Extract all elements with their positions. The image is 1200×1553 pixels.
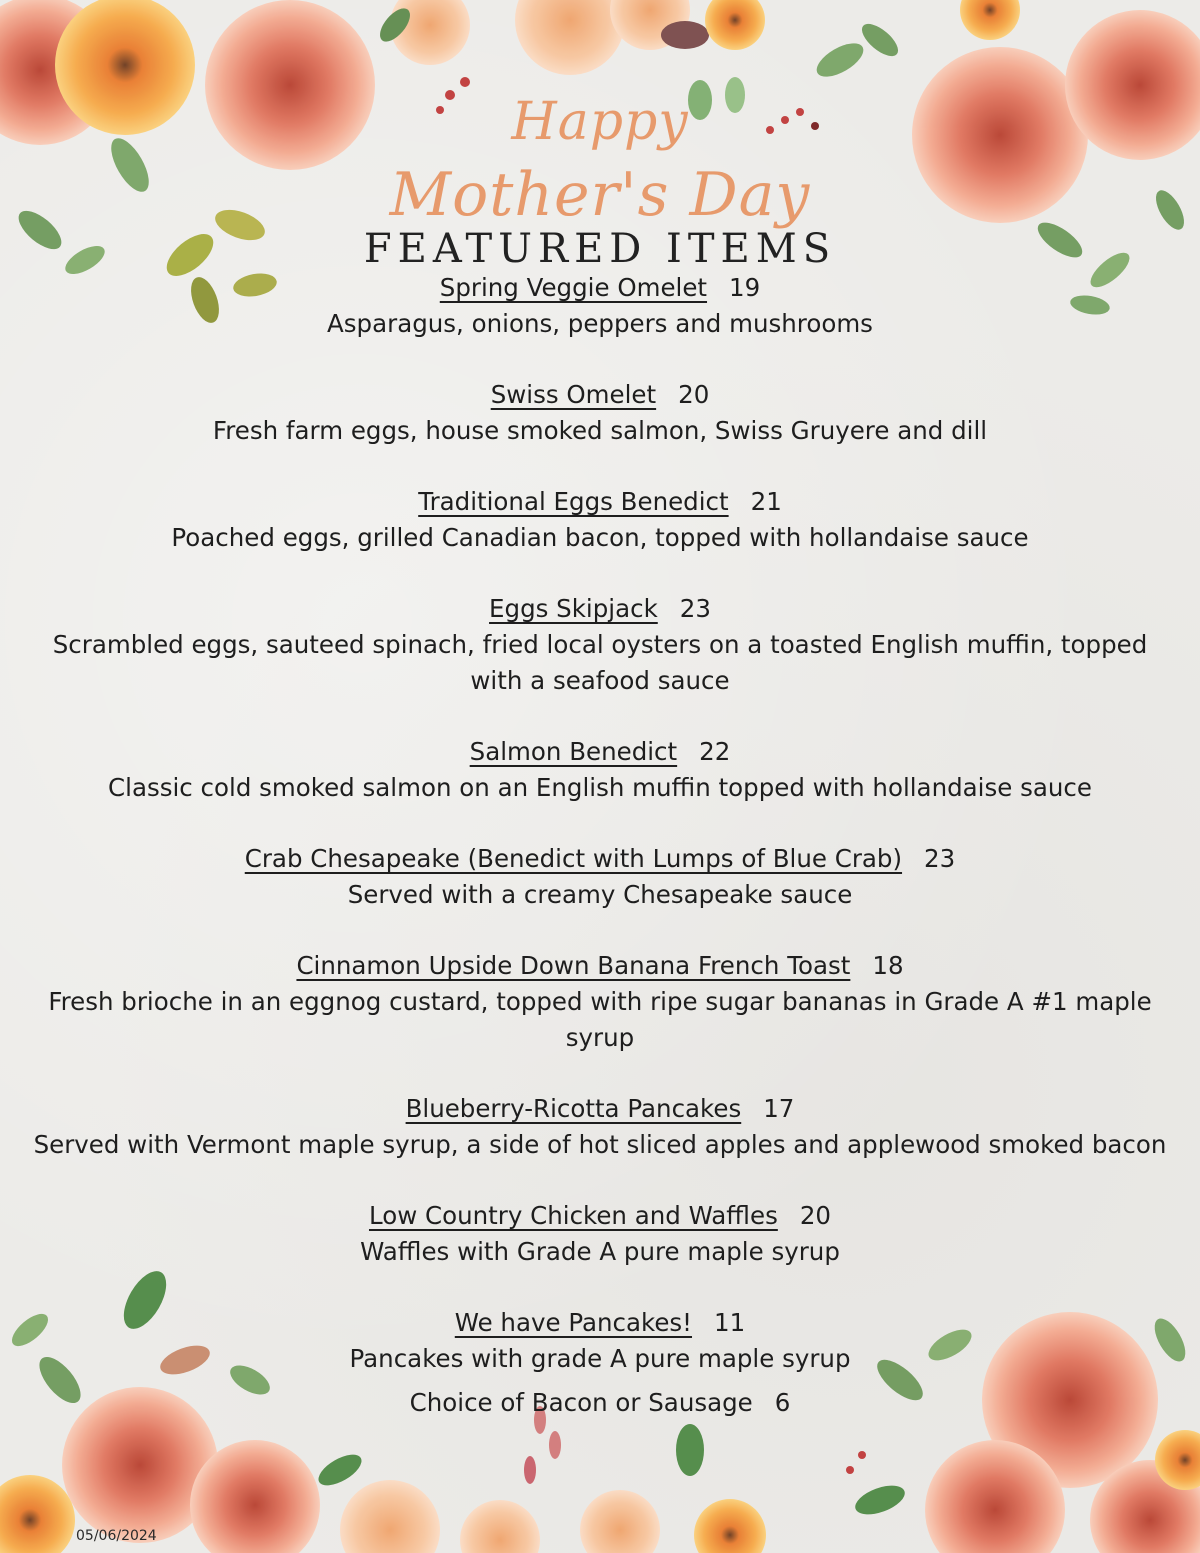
menu-item-price: 23 xyxy=(679,594,711,623)
script-title-happy: Happy xyxy=(511,92,689,152)
menu-item-name: Traditional Eggs Benedict xyxy=(418,487,729,516)
menu-item-header xyxy=(0,591,1200,627)
menu-item-header xyxy=(0,377,1200,413)
menu-item-header xyxy=(0,1198,1200,1234)
menu-item-description: Poached eggs, grilled Canadian bacon, topped with hollandaise sauce xyxy=(171,523,1029,552)
menu-list xyxy=(0,270,1200,1421)
menu-item-name: Crab Chesapeake (Benedict with Lumps of Blue Crab) xyxy=(244,844,903,873)
menu-extra-label: Choice of Bacon or Sausage xyxy=(409,1388,753,1417)
print-date: 05/06/2024 xyxy=(76,1528,157,1544)
menu-item-price: 11 xyxy=(714,1308,746,1337)
menu-item-header xyxy=(0,270,1200,306)
menu-extra-price: 6 xyxy=(774,1388,791,1417)
menu-item-price: 20 xyxy=(678,380,710,409)
menu-item-name: Salmon Benedict xyxy=(469,737,678,766)
menu-item-header xyxy=(0,1091,1200,1127)
menu-item-name: Cinnamon Upside Down Banana French Toast xyxy=(296,951,851,980)
menu-item xyxy=(0,377,1200,449)
page-title: FEATURED ITEMS xyxy=(363,226,837,272)
menu-item-price: 21 xyxy=(750,487,782,516)
menu-item xyxy=(0,1305,1200,1377)
menu-item xyxy=(0,1198,1200,1270)
flowers-bottom-center xyxy=(460,1406,866,1553)
menu-item xyxy=(0,841,1200,913)
menu-item-description: Fresh brioche in an eggnog custard, topped with ripe sugar bananas in Grade A #1 maple syrup xyxy=(48,987,1152,1052)
menu-item xyxy=(0,734,1200,806)
menu-item xyxy=(0,948,1200,1056)
menu-item-name: Eggs Skipjack xyxy=(489,594,658,623)
menu-item-description: Pancakes with grade A pure maple syrup xyxy=(349,1344,851,1373)
menu-item xyxy=(0,270,1200,342)
menu-item-description: Classic cold smoked salmon on an English muffin topped with hollandaise sauce xyxy=(108,773,1092,802)
menu-item-name: Swiss Omelet xyxy=(490,380,657,409)
menu-item xyxy=(0,591,1200,699)
menu-item-price: 22 xyxy=(699,737,731,766)
menu-extra-side xyxy=(0,1385,1200,1421)
menu-item-description: Served with a creamy Chesapeake sauce xyxy=(347,880,853,909)
menu-item xyxy=(0,1091,1200,1163)
menu-item-price: 19 xyxy=(729,273,761,302)
script-title-mothers-day: Mother's Day xyxy=(389,160,811,230)
menu-item-header xyxy=(0,484,1200,520)
menu-item-header xyxy=(0,1305,1200,1341)
menu-item-name: We have Pancakes! xyxy=(454,1308,693,1337)
menu-item-price: 23 xyxy=(924,844,956,873)
menu-item-header xyxy=(0,841,1200,877)
menu-item-price: 17 xyxy=(763,1094,795,1123)
menu-item-header xyxy=(0,734,1200,770)
menu-item-description: Scrambled eggs, sauteed spinach, fried local oysters on a toasted English muffin, topped with a seafood sauce xyxy=(52,630,1148,695)
menu-item-description: Fresh farm eggs, house smoked salmon, Swiss Gruyere and dill xyxy=(212,416,988,445)
menu-item-price: 20 xyxy=(799,1201,832,1230)
menu-item-name: Low Country Chicken and Waffles xyxy=(368,1201,778,1230)
menu-item-description: Served with Vermont maple syrup, a side of hot sliced apples and applewood smoked bacon xyxy=(33,1130,1167,1159)
menu-item xyxy=(0,484,1200,556)
menu-item-price: 18 xyxy=(872,951,904,980)
menu-item-name: Blueberry-Ricotta Pancakes xyxy=(405,1094,742,1123)
menu-item-header xyxy=(0,948,1200,984)
menu-item-description: Asparagus, onions, peppers and mushrooms xyxy=(327,309,873,338)
menu-item-name: Spring Veggie Omelet xyxy=(439,273,708,302)
menu-item-description: Waffles with Grade A pure maple syrup xyxy=(360,1237,840,1266)
